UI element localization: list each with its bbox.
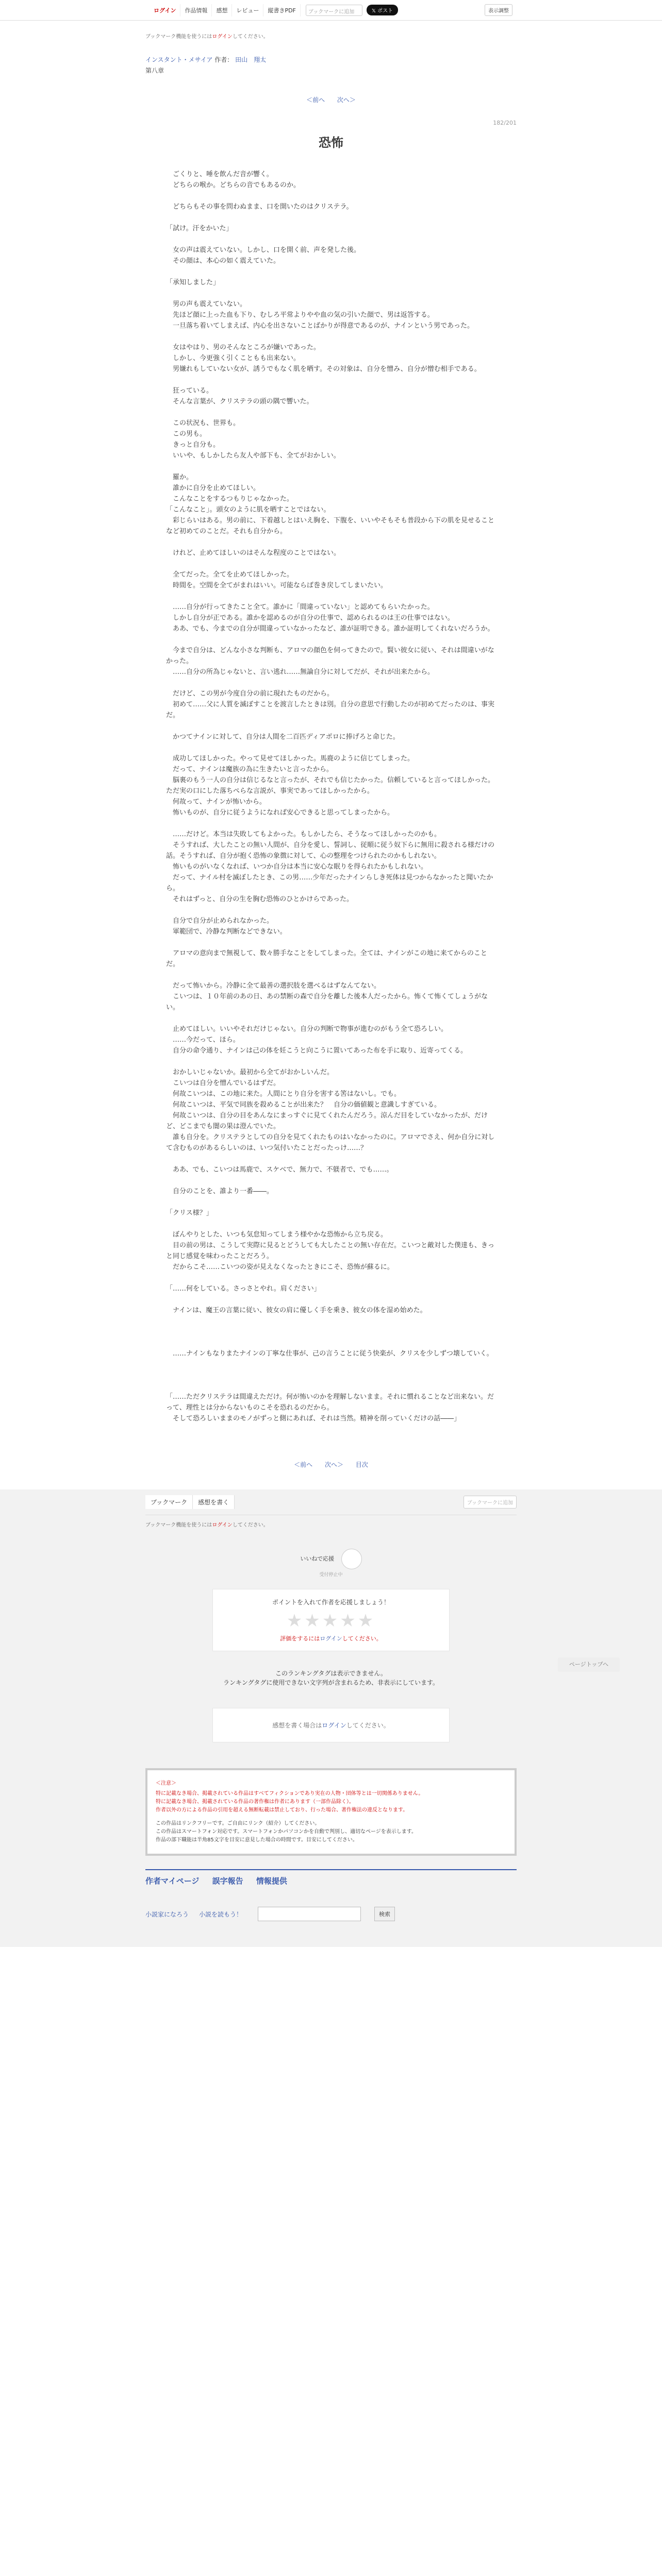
body-paragraph: だからこそ……こいつの姿が見えなくなったときにこそ、恐怖が蘇るに。 [166, 1263, 394, 1271]
body-paragraph [166, 407, 496, 418]
caution-plain-2: この作品はスマートフォン対応です。スマートフォンかパソコンかを自動で判別し、適切なページを表示します。 [156, 1829, 417, 1835]
body-paragraph: 「クリス様？」 [166, 1209, 213, 1217]
body-paragraph: どちらの喉か。どちらの音でもあるのか。 [166, 181, 301, 189]
nav-work-info[interactable]: 作品情報 [180, 4, 212, 16]
typo-report-link[interactable]: 誤字報告 [212, 1876, 243, 1886]
body-paragraph: この男も。 [166, 430, 207, 438]
body-paragraph: おかしいじゃないか。最初から全てがおかしいんだ。 [166, 1069, 334, 1076]
body-paragraph [166, 266, 496, 277]
body-paragraph: 自分のことを、誰より一番――。 [166, 1188, 274, 1195]
body-paragraph [166, 537, 496, 548]
rating-box [212, 1589, 450, 1651]
body-paragraph: ああ、でも、今までの自分が間違っていなかったなど、誰が証明できる。誰か証明してくれないだろうか。 [166, 625, 494, 633]
body-paragraph [166, 905, 496, 916]
like-status: 受付停止中 [319, 1572, 343, 1578]
review-login-link[interactable]: ログイン [322, 1722, 346, 1729]
notice-text: ブックマーク機能を使うには [145, 34, 212, 40]
body-paragraph: 怖いものが、自分に従うようになれば安心できると思ってしまったから。 [166, 809, 394, 817]
like-label: いいねで応援 [300, 1555, 335, 1562]
body-paragraph: 男の声も震えていない。 [166, 300, 247, 308]
footer-tabs [145, 1489, 517, 1515]
body-paragraph: 止めてほしい。いいやそれだけじゃない。自分の判断で物事が進むのがもう全て恐ろしい。 [166, 1025, 448, 1033]
body-paragraph: こいつは、１０年前のあの日、あの禁断の森で自分を離した後本人だったから。怖くて怖くてしょうがない。 [166, 993, 488, 1011]
body-paragraph: だって、ナインは魔族の為に生きたいと言ったから。 [166, 766, 333, 773]
body-paragraph: そうすれば、大したことの無い人間が、自分を愛し、誓詞し、従順に従う奴下らに無用に殺される様だけの話。そうすれば、自分が抱く恐怖の象徴に対して、心の整理をつけられたのかもしれない。 [166, 841, 495, 860]
site-search-button[interactable]: 検索 [374, 1907, 395, 1921]
next-link-bottom[interactable]: 次へ＞ [324, 1461, 343, 1468]
body-paragraph [166, 970, 496, 980]
body-paragraph [166, 1327, 496, 1337]
nav-reviews[interactable]: レビュー [232, 4, 263, 16]
body-paragraph: 彩じらいはある。男の前に、下着越しとはいえ胸を、下腹を、いいやそもそも普段から下の肌を見せることなど初めてのことだ。それも自分から。 [166, 517, 495, 535]
body-paragraph [166, 1381, 496, 1392]
episode-title: 恐怖 [319, 135, 343, 150]
body-paragraph [166, 591, 496, 602]
bottom-links [145, 1907, 517, 1921]
footer [0, 1489, 662, 1947]
body-paragraph [166, 742, 496, 753]
body-paragraph: 自分で自分が止められなかった。 [166, 917, 274, 925]
body-paragraph: こいつは自分を憎んでいるはずだ。 [166, 1079, 280, 1087]
episode-counter: 182/201 [493, 120, 517, 126]
info-report-link[interactable]: 情報提供 [256, 1876, 287, 1886]
body-paragraph: 脳裏のもう一人の自分は信じるなと言ったが、それでも信じたかった。信頼していると言ってほしかった。ただ実の口にした落ちぺらな言説が、事実であってほしかったから。 [166, 776, 495, 795]
body-paragraph: しかし自分が正である。誰かを認めるのが自分の仕事で、認められるのは王の仕事ではない。 [166, 614, 454, 622]
footer-notice-text: ブックマーク機能を使うには [145, 1522, 212, 1528]
caution-red-1: 特に記載なき場合、掲載されている作品はすべてフィクションであり実在の人物・団体等とは一切関係ありません。 [156, 1791, 424, 1797]
body-paragraph: 軍範団で、冷静な判断などできない。 [166, 928, 287, 936]
like-button[interactable] [341, 1549, 362, 1569]
body-paragraph: 誰も自分を。クリステラとしての自分を見てくれたものはいなかったのに。アロマでさえ、何か自分に対して含むものがあるらしいのは、いつ気付いたことだったっけ……？ [166, 1133, 495, 1152]
body-paragraph: この状況も、世界も。 [166, 419, 240, 427]
rating-login-text-after: してください。 [342, 1635, 382, 1642]
body-paragraph: かつてナインに対して、自分は人間を二百匹ディアポロに捧げろと命じた。 [166, 733, 400, 741]
rating-login-notice [221, 1634, 441, 1642]
prev-link[interactable]: ＜前へ [306, 96, 325, 104]
body-paragraph [166, 1316, 496, 1327]
login-notice [145, 32, 517, 40]
body-paragraph: 「こんなこと」。頭女のように肌を晒すことではない。 [166, 506, 330, 514]
body-paragraph [166, 1337, 496, 1348]
x-icon: 𝕏 [371, 8, 378, 14]
caution-red-2: 特に記載なき場合、掲載されている作品の著作権は作者にあります（一部作品除く）。 [156, 1799, 354, 1805]
body-paragraph [166, 1154, 496, 1164]
body-paragraph [166, 937, 496, 948]
x-post-label: ポスト [377, 8, 393, 14]
review-text-after: してください。 [346, 1722, 390, 1729]
yomou-link[interactable]: 小説を読もう！ [199, 1910, 243, 1918]
body-paragraph: 先ほど顔に上った血も下り、むしろ平常よりやや血の気の引いた顔で、男は返答する。 [166, 311, 434, 319]
chapter-title: 第八章 [145, 67, 164, 74]
review-text: 感想を書く場合は [272, 1722, 322, 1729]
body-paragraph: 「……何をしている。さっさとやれ。肩ください」 [166, 1285, 321, 1293]
body-paragraph [166, 1013, 496, 1024]
body-paragraph: ……だけど。本当は失敗してもよかった。もしかしたら、そうなってほしかったのかも。 [166, 831, 441, 838]
footer-bookmark-add-button[interactable]: ブックマークに追加 [464, 1496, 517, 1509]
author-link[interactable]: 田山 翔太 [235, 56, 267, 63]
x-post-button[interactable] [367, 5, 398, 15]
body-paragraph: 誰かに自分を止めてほしい。 [166, 484, 260, 492]
body-paragraph: 自分の命令通り、ナインは己の体を妊こうと向こうに置いてあった布を手に取り、近寄ってくる。 [166, 1047, 467, 1055]
body-paragraph: 狂っている。 [166, 387, 213, 395]
review-box [212, 1708, 450, 1742]
pager-top [145, 95, 517, 104]
body-paragraph [166, 1273, 496, 1283]
series-link[interactable]: インスタント・メサイア [145, 56, 213, 63]
body-paragraph [166, 212, 496, 223]
body-paragraph: 初めて……父に人質を滅ぼすことを渡言したときは別。自分の意思で行動したのが初めてだったのは、事実だ。 [166, 701, 495, 719]
body-paragraph: 「試け。汗をかいた」 [166, 225, 233, 232]
body-paragraph: 羅か。 [166, 473, 193, 481]
body-paragraph: ナインは、魔王の言葉に従い、彼女の肩に優しく手を乗き、彼女の体を湿め始めた。 [166, 1307, 427, 1314]
caution-plain-1: この作品はリンクフリーです。ご自由にリンク（紹介）してください。 [156, 1821, 320, 1826]
body-paragraph: アロマの意向まで無視して、数々勝手なことをしてしまった。全ては、ナインがこの地に来てからのことだ。 [166, 950, 487, 968]
body-paragraph: ぼんやりとした、いつも気怠知ってしまう様やかな恐怖から立ち戻る。 [166, 1231, 388, 1239]
display-settings-button[interactable]: 表示調整 [485, 4, 512, 16]
body-paragraph: 今まで自分は、どんな小さな判断も、アロマの顔色を伺ってきたので。賢い彼女に従い、それは間違いがなかった。 [166, 647, 494, 665]
login-link[interactable]: ログイン [150, 4, 180, 16]
footer-notice-login-link[interactable]: ログイン [212, 1522, 233, 1528]
body-paragraph: しかし、今更強く引くこともも出来ない。 [166, 354, 301, 362]
body-paragraph [166, 375, 496, 385]
body-paragraph: ごくりと、唾を飲んだ音が響く。 [166, 171, 273, 178]
body-paragraph: その顔は、本心の如く震えていた。 [166, 257, 280, 265]
top-bar [0, 0, 662, 21]
body-paragraph: だって、ナイル村を滅ぼしたとき、この男……少年だったナインらしき死体は見つからなかったと聞いたから。 [166, 874, 493, 892]
prev-link-bottom[interactable]: ＜前へ [294, 1461, 313, 1468]
body-paragraph: 女はやはり、男のそんなところが嫌いであった。 [166, 344, 320, 351]
body-paragraph: 何故って、ナインが怖いから。 [166, 798, 266, 806]
rating-stars[interactable]: ★★★★★ [286, 1611, 376, 1631]
novel-meta [145, 55, 517, 75]
ranking-line-2: ランキングタグに使用できない文字列が含まれるため、非表示にしています。 [223, 1679, 439, 1686]
body-paragraph: だけど、この男が今度自分の前に現れたものだから。 [166, 690, 334, 698]
nav-impressions[interactable]: 感想 [212, 4, 232, 16]
body-paragraph [166, 331, 496, 342]
notice-login-link[interactable]: ログイン [212, 34, 233, 40]
body-paragraph: 成功してほしかった。やって見せてほしかった。馬鹿のように信じてしまった。 [166, 755, 415, 762]
rating-title: ポイントを入れて作者を応援しましょう！ [272, 1599, 390, 1606]
body-paragraph [166, 1218, 496, 1229]
caution-red-3: 作者以外の方による作品の引用を超える無断転載は禁止しており、行った場合、著作権法の違反となります。 [156, 1807, 408, 1813]
body-paragraph: だって怖いから。冷静に全て最善の選択肢を選べるはずなんてない。 [166, 982, 381, 990]
rating-login-text: 評価をするには [280, 1635, 320, 1642]
body-paragraph: こんなことをするつもりじゃなかった。 [166, 495, 293, 503]
body-paragraph [166, 234, 496, 245]
body-paragraph: そして恐ろしいままのモノがずっと側にあれば、それは当然。精神を削っていくだけの話――」 [166, 1415, 461, 1422]
ranking-line-1: このランキングタグは表示できません。 [275, 1670, 387, 1677]
body-paragraph: 何故こいつは、この地に来た。人間にとり自分を害する筈はないし。でも。 [166, 1090, 401, 1098]
author-mypage-link[interactable]: 作者マイページ [145, 1876, 200, 1886]
footer-nav [145, 1869, 517, 1886]
nav-vertical-pdf[interactable]: 縦書きPDF [263, 4, 300, 16]
body-paragraph: 時間を。空間を全てがまれはいい。可能ならば巻き戻してしまいたい。 [166, 582, 388, 589]
toc-link[interactable]: 目次 [355, 1461, 368, 1468]
caution-heading: ＜注意＞ [156, 1781, 176, 1786]
ranking-tag-notice [145, 1669, 517, 1687]
narou-link[interactable]: 小説家になろう [145, 1910, 189, 1918]
body-paragraph [166, 1294, 496, 1305]
bookmark-add-button[interactable]: ブックマークに追加 [306, 5, 362, 16]
site-search-input[interactable] [258, 1907, 361, 1921]
body-paragraph [166, 1175, 496, 1186]
body-paragraph [166, 818, 496, 829]
novel-body [166, 169, 496, 1424]
next-link[interactable]: 次へ＞ [337, 96, 356, 104]
body-paragraph [166, 558, 496, 569]
body-paragraph [166, 288, 496, 299]
body-paragraph: 女の声は震えていない。しかし、口を開く前、声を発した後。 [166, 246, 361, 254]
body-paragraph: 「承知しました」 [166, 279, 220, 286]
notice-text-after: してください。 [232, 34, 269, 40]
body-paragraph: 何故こいつは、平気で同族を殺めることが出来た？ 自分の価値観と意識しすぎている。 [166, 1101, 441, 1109]
body-paragraph: 一旦落ち着いてしまえば、内心を出さないことばかりが得意であるのが、ナインという男であった。 [166, 322, 474, 330]
body-paragraph: けれど、止めてほしいのはそんな程度のことではない。 [166, 549, 341, 557]
body-paragraph: どちらもその事を問わぬまま、口を開いたのはクリステラ。 [166, 203, 353, 211]
body-paragraph [166, 677, 496, 688]
body-paragraph: そんな言葉が、クリステラの頭の隅で響いた。 [166, 398, 313, 405]
page-top-button[interactable]: ページトップへ [558, 1657, 620, 1672]
body-paragraph: いいや、もしかしたら友人や部下も、全てがおかしい。 [166, 452, 340, 460]
pager-bottom [145, 1460, 517, 1469]
tab-bookmark[interactable]: ブックマーク [145, 1495, 193, 1509]
body-paragraph [166, 634, 496, 645]
body-paragraph [166, 721, 496, 732]
like-section [145, 1549, 517, 1578]
body-paragraph [166, 191, 496, 201]
body-paragraph: 全てだった。全てを止めてほしかった。 [166, 571, 294, 579]
body-paragraph: 男嫌れもしていない女が、誘うでもなく肌を晒す。その対象は、自分を憎み、自分が憎む相手である。 [166, 365, 481, 373]
body-paragraph: それはずっと、自分の生を胸む恐怖のひとかけらであった。 [166, 895, 353, 903]
caution-box [145, 1768, 517, 1856]
body-paragraph [166, 461, 496, 472]
body-paragraph: ……今だって、ほら。 [166, 1036, 240, 1044]
footer-login-notice [145, 1520, 517, 1528]
tab-write-review[interactable]: 感想を書く [193, 1495, 235, 1509]
body-paragraph: 「……ただクリステラは間違えただけ。何が怖いのかを理解しないまま。それに慣れることなど出来ない。だって、理性とは分からないものこそを恐れるのだから。 [166, 1393, 494, 1412]
body-paragraph [166, 1197, 496, 1208]
footer-notice-text-after: してください。 [232, 1522, 269, 1528]
body-paragraph: ……自分が行ってきたこと全て。誰かに「間違っていない」と認めてもらいたかった。 [166, 603, 434, 611]
author-label: 作者： [214, 56, 234, 63]
body-paragraph: 目の前の男は、こうして実際に見るとどうしても大したことの無い存在だ。こいつと敵対した僕達も、きっと同じ感覚を味わったことだろう。 [166, 1242, 495, 1260]
body-paragraph [166, 1359, 496, 1370]
body-paragraph: ああ、でも、こいつは馬鹿で、スケベで、無力で、不躾者で、でも……。 [166, 1166, 393, 1174]
body-paragraph [166, 1370, 496, 1381]
body-paragraph [166, 1056, 496, 1067]
rating-login-link[interactable]: ログイン [320, 1635, 342, 1642]
body-paragraph: ……自分の所為じゃないと、言い逃れ……無論自分に対してだが、それが出来たから。 [166, 668, 435, 676]
body-paragraph: 何故こいつは、自分の目をあんなにまっすぐに見てくれたんだろう。涼んだ目をしていなかったが、だけど、どこまでも闇の果は澄んでいた。 [166, 1112, 488, 1130]
body-paragraph: 怖いものがいなくなれば、いつか自分は本当に安心な眠りを得られたかもしれない。 [166, 863, 428, 871]
body-paragraph: きっと自分も。 [166, 441, 220, 449]
body-paragraph: ……ナインもなりまたナインの丁寧な仕事が、己の言うことに従う快楽が、クリスを少しずつ壊していく。 [166, 1350, 493, 1358]
caution-plain-3: 作品の部下職能は半角85文字を目安に意見した場合の時間です。目安にしてください。 [156, 1837, 358, 1843]
